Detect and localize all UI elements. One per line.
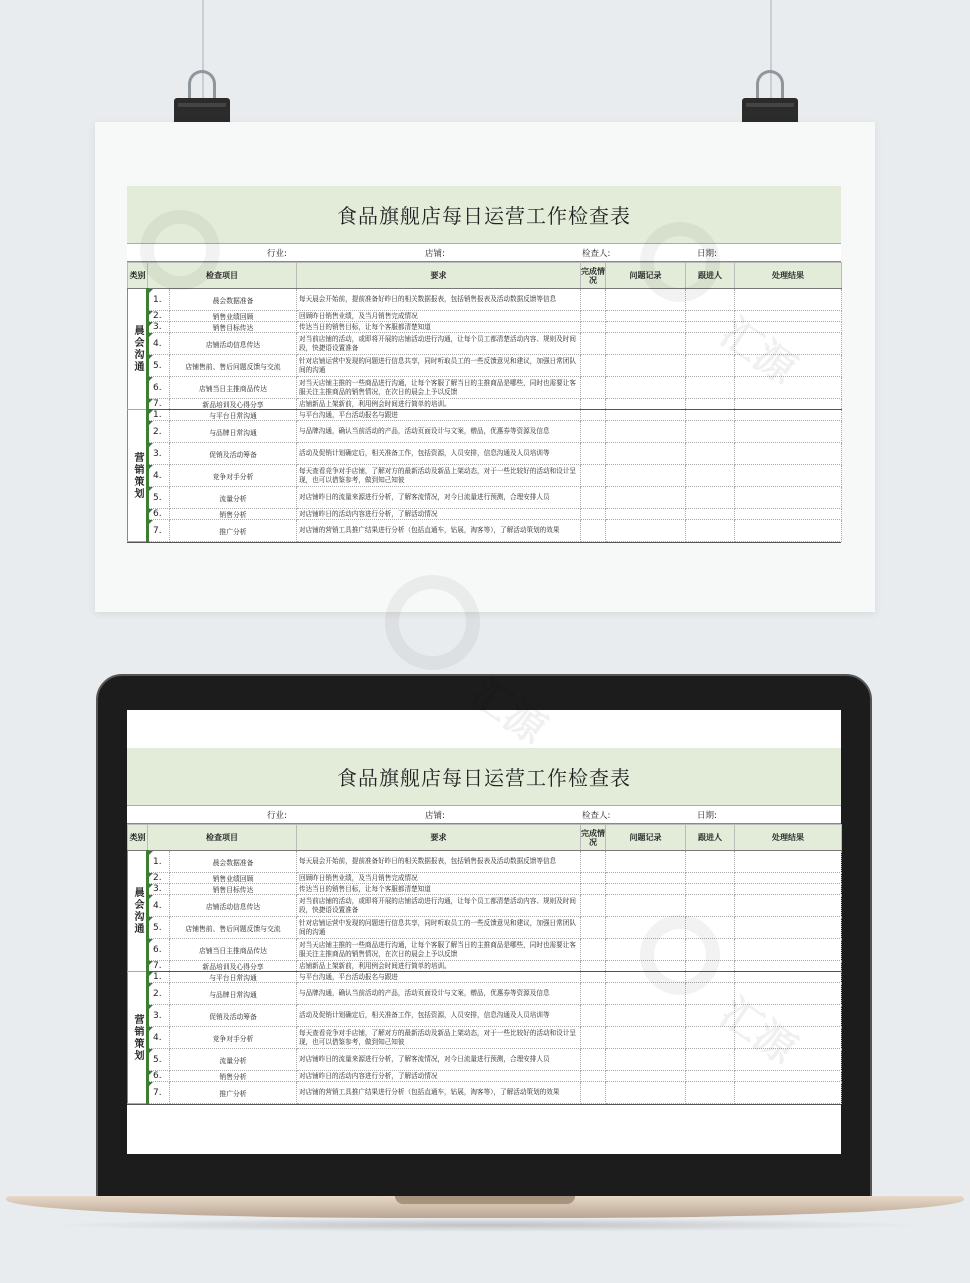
check-item: 晨会数据准备 [170, 851, 297, 873]
requirement-text: 对店铺昨日的流量来源进行分析，了解客流情况，对今日流量进行预测，合理安排人员 [297, 1049, 581, 1071]
check-item: 促销及活动筹备 [170, 1005, 297, 1027]
issues-cell[interactable] [606, 961, 686, 972]
check-item: 新品培训及心得分享 [170, 399, 297, 410]
table-row [128, 1071, 842, 1082]
follower-cell[interactable] [686, 1082, 735, 1104]
sheet-title: 食品旗舰店每日运营工作检查表 [127, 748, 841, 806]
check-item: 新品培训及心得分享 [170, 961, 297, 972]
row-number: 4. [148, 895, 170, 917]
result-cell[interactable] [735, 972, 842, 983]
result-cell[interactable] [735, 333, 842, 355]
industry-label: 行业: [267, 249, 287, 259]
requirement-text: 对店铺昨日的流量来源进行分析，了解客流情况，对今日流量进行预测，合理安排人员 [297, 487, 581, 509]
requirement-text: 回顾昨日销售业绩，及当月销售完成情况 [297, 311, 581, 322]
table-row [128, 939, 842, 961]
sheet-info-row [127, 806, 841, 824]
checklist-table [127, 824, 842, 1104]
requirement-text: 活动及促销计划确定后，相关准备工作，包括资源，人员安排，信息沟通及人员培训等 [297, 443, 581, 465]
requirement-text: 对店铺的营销工具推广结果进行分析（包括直通车，钻展，淘客等），了解活动策划的效果 [297, 520, 581, 542]
status-cell[interactable] [581, 917, 606, 939]
status-cell[interactable] [581, 1082, 606, 1104]
header-status: 完成情况 [581, 825, 606, 851]
result-cell[interactable] [735, 465, 842, 487]
issues-cell[interactable] [606, 443, 686, 465]
table-row [128, 509, 842, 520]
row-number: 7. [148, 961, 170, 972]
requirement-text: 店铺新品上架新前，利用例会时间进行简单的培训。 [297, 399, 581, 410]
header-follower: 跟进人 [686, 825, 735, 851]
result-cell[interactable] [735, 311, 842, 322]
sheet-title: 食品旗舰店每日运营工作检查表 [127, 186, 841, 244]
result-cell[interactable] [735, 939, 842, 961]
category-cell: 营销策划 [128, 972, 148, 1104]
follower-cell[interactable] [686, 333, 735, 355]
follower-cell[interactable] [686, 1005, 735, 1027]
requirement-text: 与品牌沟通，确认当前活动的产品，活动页面设计与文案，赠品，优惠券等资源及信息 [297, 421, 581, 443]
status-cell[interactable] [581, 895, 606, 917]
follower-cell[interactable] [686, 939, 735, 961]
check-item: 销售业绩回顾 [170, 873, 297, 884]
table-row [128, 311, 842, 322]
table-row [128, 322, 842, 333]
follower-cell[interactable] [686, 509, 735, 520]
table-row [128, 520, 842, 542]
result-cell[interactable] [735, 917, 842, 939]
header-requirement: 要求 [297, 825, 581, 851]
status-cell[interactable] [581, 1049, 606, 1071]
check-item: 与品牌日常沟通 [170, 983, 297, 1005]
result-cell[interactable] [735, 355, 842, 377]
table-row [128, 1049, 842, 1071]
check-item: 销售目标传达 [170, 322, 297, 333]
row-number: 5. [148, 917, 170, 939]
follower-cell[interactable] [686, 289, 735, 311]
status-cell[interactable] [581, 410, 606, 421]
status-cell[interactable] [581, 377, 606, 399]
follower-cell[interactable] [686, 983, 735, 1005]
sheet-on-laptop [127, 748, 841, 1105]
issues-cell[interactable] [606, 1005, 686, 1027]
check-item: 流量分析 [170, 1049, 297, 1071]
table-row [128, 917, 842, 939]
store-label: 店铺: [425, 811, 445, 821]
issues-cell[interactable] [606, 355, 686, 377]
check-item: 竞争对手分析 [170, 1027, 297, 1049]
status-cell[interactable] [581, 355, 606, 377]
table-row [128, 851, 842, 873]
inspector-label: 检查人: [582, 249, 611, 259]
header-issues: 问题记录 [606, 263, 686, 289]
row-number: 1. [148, 851, 170, 873]
requirement-text: 对当天店铺主推的一些商品进行沟通，让每个客服了解当日的主推商品是哪些，同时也需要让客服关注主推商品的销售情况，在次日的晨会上予以反馈 [297, 377, 581, 399]
row-number: 4. [148, 333, 170, 355]
header-item: 检查项目 [148, 825, 297, 851]
follower-cell[interactable] [686, 873, 735, 884]
issues-cell[interactable] [606, 333, 686, 355]
issues-cell[interactable] [606, 983, 686, 1005]
follower-cell[interactable] [686, 917, 735, 939]
requirement-text: 每天晨会开始前，提前准备好昨日的相关数据报表，包括销售报表及活动数据反馈等信息 [297, 851, 581, 873]
follower-cell[interactable] [686, 1071, 735, 1082]
check-item: 促销及活动筹备 [170, 443, 297, 465]
result-cell[interactable] [735, 884, 842, 895]
requirement-text: 对当天店铺主推的一些商品进行沟通，让每个客服了解当日的主推商品是哪些，同时也需要让客服关注主推商品的销售情况，在次日的晨会上予以反馈 [297, 939, 581, 961]
follower-cell[interactable] [686, 399, 735, 410]
result-cell[interactable] [735, 520, 842, 542]
result-cell[interactable] [735, 873, 842, 884]
issues-cell[interactable] [606, 399, 686, 410]
issues-cell[interactable] [606, 311, 686, 322]
date-label: 日期: [697, 249, 717, 259]
issues-cell[interactable] [606, 1082, 686, 1104]
category-cell: 晨会沟通 [128, 851, 148, 972]
result-cell[interactable] [735, 322, 842, 333]
status-cell[interactable] [581, 322, 606, 333]
row-number: 1. [148, 972, 170, 983]
row-number: 5. [148, 487, 170, 509]
status-cell[interactable] [581, 884, 606, 895]
check-item: 销售分析 [170, 509, 297, 520]
status-cell[interactable] [581, 465, 606, 487]
check-item: 店铺售前、售后问题反馈与交流 [170, 917, 297, 939]
header-item: 检查项目 [148, 263, 297, 289]
row-number: 2. [148, 421, 170, 443]
requirement-text: 对店铺的营销工具推广结果进行分析（包括直通车，钻展，淘客等），了解活动策划的效果 [297, 1082, 581, 1104]
row-number: 3. [148, 884, 170, 895]
result-cell[interactable] [735, 487, 842, 509]
row-number: 3. [148, 322, 170, 333]
table-row [128, 289, 842, 311]
table-row [128, 399, 842, 410]
status-cell[interactable] [581, 1071, 606, 1082]
header-category: 类别 [128, 263, 148, 289]
follower-cell[interactable] [686, 961, 735, 972]
status-cell[interactable] [581, 520, 606, 542]
table-row [128, 410, 842, 421]
status-cell[interactable] [581, 399, 606, 410]
check-item: 与品牌日常沟通 [170, 421, 297, 443]
result-cell[interactable] [735, 410, 842, 421]
table-row [128, 465, 842, 487]
row-number: 7. [148, 1082, 170, 1104]
header-result: 处理结果 [735, 263, 842, 289]
follower-cell[interactable] [686, 322, 735, 333]
header-category: 类别 [128, 825, 148, 851]
header-requirement: 要求 [297, 263, 581, 289]
store-label: 店铺: [425, 249, 445, 259]
result-cell[interactable] [735, 851, 842, 873]
issues-cell[interactable] [606, 1027, 686, 1049]
follower-cell[interactable] [686, 1049, 735, 1071]
status-cell[interactable] [581, 509, 606, 520]
result-cell[interactable] [735, 1005, 842, 1027]
header-status: 完成情况 [581, 263, 606, 289]
status-cell[interactable] [581, 1027, 606, 1049]
issues-cell[interactable] [606, 465, 686, 487]
requirement-text: 针对店铺运营中发现的问题进行信息共享，同时听取员工的一些反馈意见和建议，加强日常团队间的沟通 [297, 355, 581, 377]
issues-cell[interactable] [606, 322, 686, 333]
inspector-label: 检查人: [582, 811, 611, 821]
check-item: 店铺活动信息传达 [170, 895, 297, 917]
table-row [128, 873, 842, 884]
check-item: 竞争对手分析 [170, 465, 297, 487]
follower-cell[interactable] [686, 465, 735, 487]
status-cell[interactable] [581, 851, 606, 873]
follower-cell[interactable] [686, 355, 735, 377]
row-number: 2. [148, 873, 170, 884]
follower-cell[interactable] [686, 851, 735, 873]
check-item: 销售目标传达 [170, 884, 297, 895]
row-number: 6. [148, 377, 170, 399]
status-cell[interactable] [581, 333, 606, 355]
row-number: 3. [148, 443, 170, 465]
result-cell[interactable] [735, 509, 842, 520]
follower-cell[interactable] [686, 421, 735, 443]
row-number: 4. [148, 1027, 170, 1049]
requirement-text: 传达当日的销售目标，让每个客服都清楚知道 [297, 322, 581, 333]
status-cell[interactable] [581, 961, 606, 972]
follower-cell[interactable] [686, 520, 735, 542]
result-cell[interactable] [735, 421, 842, 443]
issues-cell[interactable] [606, 377, 686, 399]
check-item: 销售业绩回顾 [170, 311, 297, 322]
table-row [128, 355, 842, 377]
issues-cell[interactable] [606, 421, 686, 443]
header-issues: 问题记录 [606, 825, 686, 851]
table-row [128, 961, 842, 972]
requirement-text: 与平台沟通，平台活动报名与跟进 [297, 410, 581, 421]
issues-cell[interactable] [606, 520, 686, 542]
status-cell[interactable] [581, 311, 606, 322]
status-cell[interactable] [581, 972, 606, 983]
requirement-text: 每天晨会开始前，提前准备好昨日的相关数据报表，包括销售报表及活动数据反馈等信息 [297, 289, 581, 311]
row-number: 6. [148, 939, 170, 961]
table-row [128, 1027, 842, 1049]
result-cell[interactable] [735, 1049, 842, 1071]
requirement-text: 传达当日的销售目标，让每个客服都清楚知道 [297, 884, 581, 895]
check-item: 推广分析 [170, 1082, 297, 1104]
row-number: 3. [148, 1005, 170, 1027]
table-row [128, 377, 842, 399]
row-number: 5. [148, 1049, 170, 1071]
check-item: 销售分析 [170, 1071, 297, 1082]
status-cell[interactable] [581, 487, 606, 509]
requirement-text: 对当前店铺的活动，或即将开展的店铺活动进行沟通，让每个员工都清楚活动内容、规则及时间段，快捷语设置准备 [297, 895, 581, 917]
requirement-text: 与平台沟通，平台活动报名与跟进 [297, 972, 581, 983]
check-item: 与平台日常沟通 [170, 410, 297, 421]
row-number: 6. [148, 509, 170, 520]
check-item: 流量分析 [170, 487, 297, 509]
issues-cell[interactable] [606, 851, 686, 873]
table-row [128, 487, 842, 509]
status-cell[interactable] [581, 443, 606, 465]
issues-cell[interactable] [606, 939, 686, 961]
follower-cell[interactable] [686, 443, 735, 465]
result-cell[interactable] [735, 983, 842, 1005]
check-item: 推广分析 [170, 520, 297, 542]
check-item: 店铺活动信息传达 [170, 333, 297, 355]
follower-cell[interactable] [686, 410, 735, 421]
status-cell[interactable] [581, 421, 606, 443]
header-result: 处理结果 [735, 825, 842, 851]
table-row [128, 1082, 842, 1104]
issues-cell[interactable] [606, 1071, 686, 1082]
status-cell[interactable] [581, 289, 606, 311]
issues-cell[interactable] [606, 289, 686, 311]
table-row [128, 972, 842, 983]
row-number: 6. [148, 1071, 170, 1082]
issues-cell[interactable] [606, 873, 686, 884]
row-number: 2. [148, 983, 170, 1005]
follower-cell[interactable] [686, 1027, 735, 1049]
table-row [128, 895, 842, 917]
result-cell[interactable] [735, 289, 842, 311]
result-cell[interactable] [735, 443, 842, 465]
issues-cell[interactable] [606, 1049, 686, 1071]
category-cell: 营销策划 [128, 410, 148, 542]
issues-cell[interactable] [606, 487, 686, 509]
issues-cell[interactable] [606, 410, 686, 421]
row-number: 4. [148, 465, 170, 487]
table-header-row [128, 263, 842, 289]
follower-cell[interactable] [686, 895, 735, 917]
issues-cell[interactable] [606, 972, 686, 983]
status-cell[interactable] [581, 873, 606, 884]
requirement-text: 每天查看竞争对手店铺，了解对方的最新活动及新品上架动态，对于一些比较好的活动和设计呈现，也可以借鉴参考，做到知己知彼 [297, 1027, 581, 1049]
follower-cell[interactable] [686, 972, 735, 983]
result-cell[interactable] [735, 377, 842, 399]
requirement-text: 对店铺昨日的活动内容进行分析，了解活动情况 [297, 1071, 581, 1082]
status-cell[interactable] [581, 983, 606, 1005]
requirement-text: 对当前店铺的活动，或即将开展的店铺活动进行沟通，让每个员工都清楚活动内容、规则及时间段，快捷语设置准备 [297, 333, 581, 355]
date-label: 日期: [697, 811, 717, 821]
follower-cell[interactable] [686, 884, 735, 895]
check-item: 晨会数据准备 [170, 289, 297, 311]
result-cell[interactable] [735, 1027, 842, 1049]
header-follower: 跟进人 [686, 263, 735, 289]
sheet-info-row [127, 244, 841, 262]
requirement-text: 活动及促销计划确定后，相关准备工作，包括资源，人员安排，信息沟通及人员培训等 [297, 1005, 581, 1027]
issues-cell[interactable] [606, 917, 686, 939]
laptop-notch [395, 1196, 575, 1204]
follower-cell[interactable] [686, 377, 735, 399]
requirement-text: 店铺新品上架新前，利用例会时间进行简单的培训。 [297, 961, 581, 972]
issues-cell[interactable] [606, 884, 686, 895]
industry-label: 行业: [267, 811, 287, 821]
table-row [128, 1005, 842, 1027]
row-number: 2. [148, 311, 170, 322]
row-number: 7. [148, 520, 170, 542]
table-row [128, 443, 842, 465]
requirement-text: 回顾昨日销售业绩，及当月销售完成情况 [297, 873, 581, 884]
laptop-shadow [40, 1218, 930, 1232]
result-cell[interactable] [735, 399, 842, 410]
issues-cell[interactable] [606, 509, 686, 520]
sheet-on-paper [127, 186, 841, 543]
table-row [128, 333, 842, 355]
table-row [128, 421, 842, 443]
status-cell[interactable] [581, 1005, 606, 1027]
row-number: 7. [148, 399, 170, 410]
check-item: 店铺当日主推商品传达 [170, 939, 297, 961]
follower-cell[interactable] [686, 487, 735, 509]
requirement-text: 对店铺昨日的活动内容进行分析，了解活动情况 [297, 509, 581, 520]
result-cell[interactable] [735, 895, 842, 917]
table-row [128, 983, 842, 1005]
table-header-row [128, 825, 842, 851]
result-cell[interactable] [735, 1071, 842, 1082]
checklist-table [127, 262, 842, 542]
check-item: 与平台日常沟通 [170, 972, 297, 983]
category-cell: 晨会沟通 [128, 289, 148, 410]
result-cell[interactable] [735, 961, 842, 972]
row-number: 1. [148, 289, 170, 311]
check-item: 店铺当日主推商品传达 [170, 377, 297, 399]
status-cell[interactable] [581, 939, 606, 961]
requirement-text: 与品牌沟通，确认当前活动的产品，活动页面设计与文案，赠品，优惠券等资源及信息 [297, 983, 581, 1005]
row-number: 1. [148, 410, 170, 421]
requirement-text: 每天查看竞争对手店铺，了解对方的最新活动及新品上架动态，对于一些比较好的活动和设计呈现，也可以借鉴参考，做到知己知彼 [297, 465, 581, 487]
follower-cell[interactable] [686, 311, 735, 322]
requirement-text: 针对店铺运营中发现的问题进行信息共享，同时听取员工的一些反馈意见和建议，加强日常团队间的沟通 [297, 917, 581, 939]
table-row [128, 884, 842, 895]
issues-cell[interactable] [606, 895, 686, 917]
row-number: 5. [148, 355, 170, 377]
result-cell[interactable] [735, 1082, 842, 1104]
check-item: 店铺售前、售后问题反馈与交流 [170, 355, 297, 377]
